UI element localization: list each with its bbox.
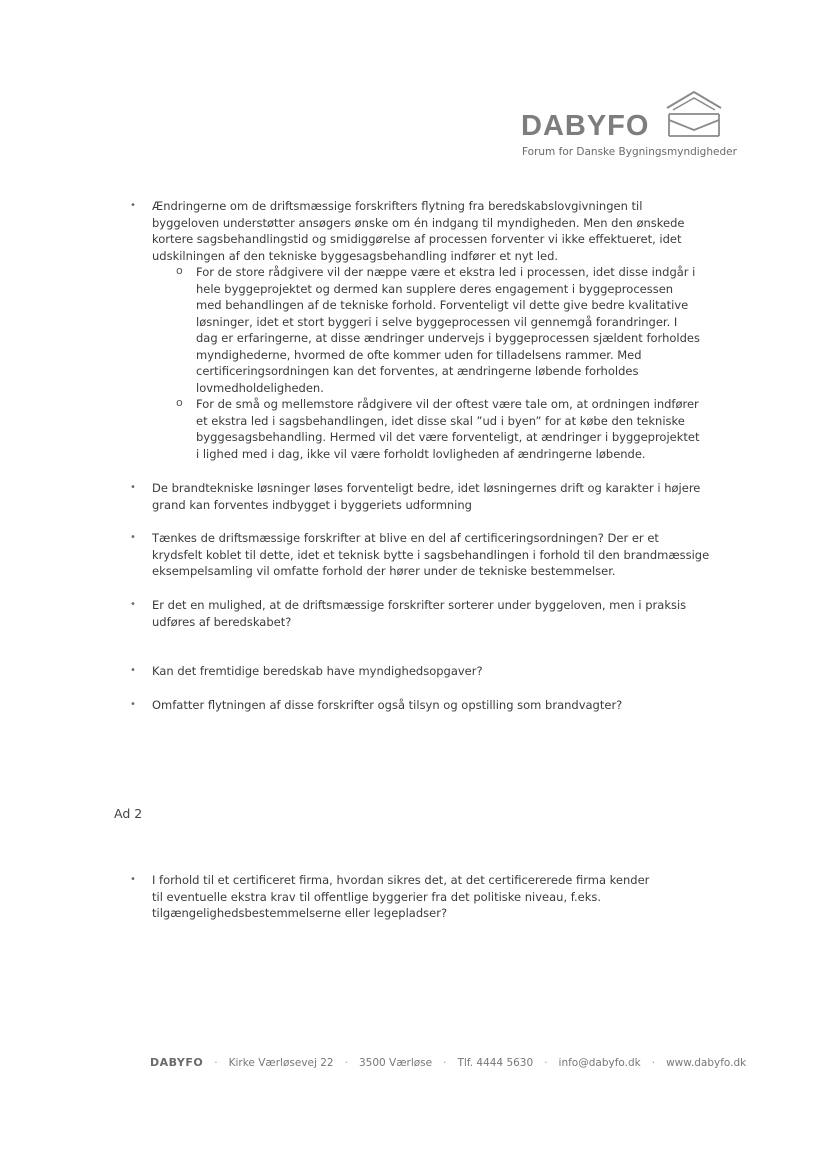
logo-subtitle: Forum for Danske Bygningsmyndigheder bbox=[522, 146, 737, 158]
logo-wordmark: DABYFO bbox=[521, 110, 650, 142]
footer-phone: Tlf. 4444 5630 bbox=[457, 1057, 534, 1069]
footer-separator: · bbox=[544, 1057, 548, 1069]
sub-bullet-small-advisors: o For de små og mellemstore rådgivere vil der oftest være tale om, at ordningen indfører et ekstra led i sagsbehandlingen, idet disse skal ”ud i byen” for at købe den tekniske byggesagsbehandling. Hermed vil det være forventeligt, at ændringer i byggeprojektet i lighed med i dag, ikke vil være forholdt lovligheden af ændringerne løbende. bbox=[196, 396, 700, 462]
footer-email[interactable]: info@dabyfo.dk bbox=[558, 1057, 641, 1069]
bullet-item-2: • De brandtekniske løsninger løses forventeligt bedre, idet løsningernes drift og karakter i højere grand kan forventes indbygget i byggeriets udformning bbox=[152, 480, 712, 513]
footer bbox=[150, 1056, 750, 1069]
footer-website[interactable]: www.dabyfo.dk bbox=[666, 1057, 747, 1069]
section-heading: Ad 2 bbox=[114, 806, 143, 821]
footer-separator: · bbox=[344, 1057, 348, 1069]
logo bbox=[519, 88, 737, 163]
footer-separator: · bbox=[443, 1057, 447, 1069]
bullet-item-6: • Omfatter flytningen af disse forskrifter også tilsyn og opstilling som brandvagter? bbox=[152, 697, 712, 714]
footer-city: 3500 Værløse bbox=[358, 1057, 433, 1069]
bullet-item-4: • Er det en mulighed, at de driftsmæssige forskrifter sorterer under byggeloven, men i praksis udføres af beredskabet? bbox=[152, 597, 712, 630]
bullet-item-3: • Tænkes de driftsmæssige forskrifter at blive en del af certificeringsordningen? Der er et krydsfelt koblet til dette, idet et teknisk bytte i sagsbehandlingen i forhold til den brandmæssige eksempelsamling vil omfatte forhold der hører under de tekniske bestemmelser. bbox=[152, 530, 712, 580]
footer-brand: DABYFO bbox=[150, 1056, 204, 1069]
bullet-item-5: • Kan det fremtidige beredskab have myndighedsopgaver? bbox=[152, 663, 712, 680]
bullet-item-7: • I forhold til et certificeret firma, hvordan sikres det, at det certificererede firma kender til eventuelle ekstra krav til offentlige byggerier fra det politiske niveau, f.eks. tilgængelighedsbestemmelserne eller legepladser? bbox=[152, 872, 652, 922]
sub-bullet-large-advisors: o For de store rådgivere vil der næppe være et ekstra led i processen, idet disse indgår i hele byggeprojektet og dermed kan supplere deres engagement i byggeprocessen med behandlingen af de tekniske forhold. Forventeligt vil dette give bedre kvalitative løsninger, idet et stort byggeri i selve byggeprocessen vil gennemgå forandringer. I dag er erfaringerne, at disse ændringer undervejs i byggeprocessen sjældent forholdes myndighederne, hvormed de ofte kommer uden for tilladelsens rammer. Med certificeringsordningen kan det forventes, at ændringerne løbende forholdes lovmedholdeligheden. bbox=[196, 264, 700, 396]
footer-separator: · bbox=[214, 1057, 218, 1069]
bullet-item-1: • Ændringerne om de driftsmæssige forskrifters flytning fra beredskabslovgivningen til byggeloven understøtter ansøgers ønske om én indgang til myndigheden. Men den ønskede kortere sagsbehandlingstid og smidiggørelse af processen forventer vi ikke effektueret, idet udskilningen af den tekniske byggesagsbehandling indfører et nyt led. bbox=[152, 198, 712, 264]
footer-separator: · bbox=[651, 1057, 656, 1069]
house-logo-icon bbox=[665, 90, 723, 142]
footer-address: Kirke Værløsevej 22 bbox=[228, 1057, 334, 1069]
